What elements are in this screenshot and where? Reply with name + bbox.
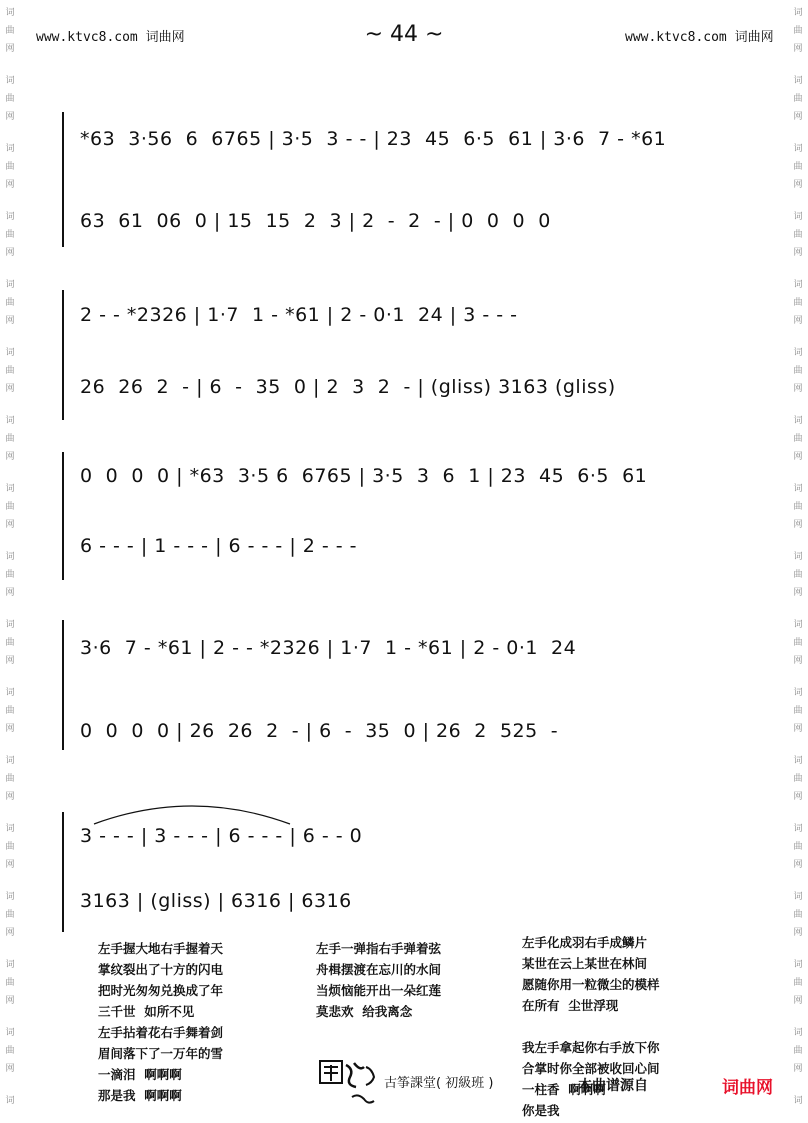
side-watermark-char: 网 bbox=[793, 452, 803, 462]
lyric-line: 合掌时你全部被收回心间 bbox=[522, 1061, 660, 1076]
side-watermark-char: 网 bbox=[5, 180, 15, 190]
lyric-line: 在所有 尘世浮现 bbox=[522, 998, 619, 1013]
side-watermark-char: 曲 bbox=[5, 162, 15, 172]
page-number: ~ 44 ~ bbox=[364, 22, 444, 47]
system-2-lower-staff: 26 26 2 - | 6 - 35 0 | 2 3 2 - | (gliss) 3163 (gliss) bbox=[80, 376, 616, 398]
lyric-line: 一滴泪 啊啊啊 bbox=[98, 1067, 182, 1082]
side-watermark-char: 网 bbox=[5, 860, 15, 870]
side-watermark-char: 曲 bbox=[5, 774, 15, 784]
side-watermark-char: 网 bbox=[5, 588, 15, 598]
side-watermark-char: 网 bbox=[793, 996, 803, 1006]
side-watermark-char: 网 bbox=[5, 316, 15, 326]
side-watermark-char: 词 bbox=[5, 348, 15, 358]
side-watermark-char: 网 bbox=[793, 44, 803, 54]
side-watermark-char: 词 bbox=[5, 212, 15, 222]
side-watermark-char: 网 bbox=[793, 928, 803, 938]
lyric-line: 你是我 bbox=[522, 1103, 560, 1118]
side-watermark-char: 曲 bbox=[5, 1046, 15, 1056]
system-4-lower-staff: 0 0 0 0 | 26 26 2 - | 6 - 35 0 | 26 2 525 - bbox=[80, 720, 559, 742]
system-2-upper-staff: 2 - - *2326 | 1·7 1 - *61 | 2 - 0·1 24 | 3 - - - bbox=[80, 304, 518, 326]
side-watermark-char: 网 bbox=[5, 656, 15, 666]
side-watermark-char: 词 bbox=[793, 824, 803, 834]
header-site-right: www.ktvc8.com 词曲网 bbox=[625, 30, 774, 45]
system-5-upper-staff: 3 - - - | 3 - - - | 6 - - - | 6 - - 0 bbox=[80, 825, 363, 847]
lyric-line: 掌纹裂出了十方的闪电 bbox=[98, 962, 224, 977]
right-side-watermark bbox=[790, 0, 806, 1123]
system-1-bracket bbox=[62, 112, 82, 247]
side-watermark-char: 词 bbox=[793, 688, 803, 698]
side-watermark-char: 曲 bbox=[5, 502, 15, 512]
side-watermark-char: 曲 bbox=[5, 26, 15, 36]
side-watermark-char: 曲 bbox=[793, 706, 803, 716]
lyric-line: 左手拈着花右手舞着剑 bbox=[98, 1025, 224, 1040]
side-watermark-char: 词 bbox=[5, 144, 15, 154]
source-label: 本曲谱源自 bbox=[578, 1078, 648, 1094]
system-4-bracket bbox=[62, 620, 82, 750]
side-watermark-char: 网 bbox=[793, 1064, 803, 1074]
side-watermark-char: 词 bbox=[5, 416, 15, 426]
side-watermark-char: 曲 bbox=[793, 638, 803, 648]
side-watermark-char: 词 bbox=[793, 620, 803, 630]
system-1-lower-staff: 63 61 06 0 | 15 15 2 3 | 2 - 2 - | 0 0 0 0 bbox=[80, 210, 551, 232]
side-watermark-char: 网 bbox=[5, 792, 15, 802]
side-watermark-char: 曲 bbox=[5, 230, 15, 240]
side-watermark-char: 词 bbox=[793, 144, 803, 154]
side-watermark-char: 曲 bbox=[793, 842, 803, 852]
side-watermark-char: 曲 bbox=[5, 978, 15, 988]
side-watermark-char: 曲 bbox=[5, 366, 15, 376]
side-watermark-char: 词 bbox=[5, 960, 15, 970]
side-watermark-char: 词 bbox=[5, 756, 15, 766]
side-watermark-char: 网 bbox=[793, 656, 803, 666]
lyrics-column-2 bbox=[316, 938, 441, 1022]
side-watermark-char: 词 bbox=[5, 484, 15, 494]
side-watermark-char: 曲 bbox=[793, 910, 803, 920]
lyric-line: 三千世 如所不见 bbox=[98, 1004, 195, 1019]
side-watermark-char: 网 bbox=[793, 384, 803, 394]
side-watermark-char: 词 bbox=[5, 620, 15, 630]
class-label: 古筝課堂( 初級班 ) bbox=[384, 1076, 494, 1091]
side-watermark-char: 曲 bbox=[793, 26, 803, 36]
side-watermark-char: 网 bbox=[5, 996, 15, 1006]
side-watermark-char: 词 bbox=[5, 76, 15, 86]
side-watermark-char: 曲 bbox=[793, 502, 803, 512]
side-watermark-char: 网 bbox=[793, 316, 803, 326]
side-watermark-char: 词 bbox=[5, 1096, 15, 1106]
side-watermark-char: 词 bbox=[5, 1028, 15, 1038]
side-watermark-char: 网 bbox=[5, 724, 15, 734]
left-side-watermark bbox=[2, 0, 18, 1123]
lyric-line: 把时光匆匆兑换成了年 bbox=[98, 983, 224, 998]
side-watermark-char: 曲 bbox=[793, 298, 803, 308]
side-watermark-char: 词 bbox=[793, 212, 803, 222]
lyric-line: 一柱香 啊啊啊 bbox=[522, 1082, 606, 1097]
side-watermark-char: 曲 bbox=[5, 706, 15, 716]
side-watermark-char: 曲 bbox=[793, 570, 803, 580]
side-watermark-char: 曲 bbox=[5, 910, 15, 920]
side-watermark-char: 网 bbox=[5, 1064, 15, 1074]
side-watermark-char: 曲 bbox=[5, 570, 15, 580]
lyric-line: 当烦恼能开出一朵红莲 bbox=[316, 983, 442, 998]
side-watermark-char: 网 bbox=[793, 248, 803, 258]
side-watermark-char: 网 bbox=[793, 792, 803, 802]
calligraphy-seal-icon bbox=[318, 1057, 382, 1113]
side-watermark-char: 曲 bbox=[793, 774, 803, 784]
side-watermark-char: 词 bbox=[5, 552, 15, 562]
system-1-upper-staff: *63 3·56 6 6765 | 3·5 3 - - | 23 45 6·5 61 | 3·6 7 - *61 bbox=[80, 128, 667, 150]
side-watermark-char: 词 bbox=[793, 892, 803, 902]
lyric-line: 左手握大地右手握着天 bbox=[98, 941, 224, 956]
side-watermark-char: 曲 bbox=[5, 94, 15, 104]
system-3-lower-staff: 6 - - - | 1 - - - | 6 - - - | 2 - - - bbox=[80, 535, 358, 557]
side-watermark-char: 曲 bbox=[793, 978, 803, 988]
side-watermark-char: 曲 bbox=[5, 434, 15, 444]
side-watermark-char: 网 bbox=[5, 452, 15, 462]
side-watermark-char: 曲 bbox=[793, 94, 803, 104]
lyric-line: 愿随你用一粒微尘的模样 bbox=[522, 977, 660, 992]
side-watermark-char: 网 bbox=[5, 248, 15, 258]
system-3-bracket bbox=[62, 452, 82, 580]
side-watermark-char: 网 bbox=[793, 520, 803, 530]
side-watermark-char: 词 bbox=[793, 76, 803, 86]
side-watermark-char: 词 bbox=[793, 1028, 803, 1038]
side-watermark-char: 曲 bbox=[5, 638, 15, 648]
side-watermark-char: 网 bbox=[793, 724, 803, 734]
side-watermark-char: 词 bbox=[5, 688, 15, 698]
side-watermark-char: 词 bbox=[793, 8, 803, 18]
side-watermark-char: 词 bbox=[793, 1096, 803, 1106]
side-watermark-char: 词 bbox=[793, 756, 803, 766]
lyric-line bbox=[522, 1016, 660, 1037]
side-watermark-char: 网 bbox=[793, 860, 803, 870]
side-watermark-char: 网 bbox=[5, 520, 15, 530]
side-watermark-char: 曲 bbox=[793, 230, 803, 240]
lyric-line: 莫悲欢 给我离念 bbox=[316, 1004, 413, 1019]
lyric-line: 左手化成羽右手成鳞片 bbox=[522, 935, 648, 950]
lyric-line: 舟楫摆渡在忘川的水间 bbox=[316, 962, 442, 977]
side-watermark-char: 曲 bbox=[793, 366, 803, 376]
side-watermark-char: 词 bbox=[5, 8, 15, 18]
side-watermark-char: 曲 bbox=[793, 434, 803, 444]
brand-watermark: 词曲网 bbox=[722, 1078, 773, 1098]
system-5-lower-staff: 3163 | (gliss) | 6316 | 6316 bbox=[80, 890, 352, 912]
side-watermark-char: 曲 bbox=[5, 842, 15, 852]
lyric-line: 我左手拿起你右手放下你 bbox=[522, 1040, 660, 1055]
side-watermark-char: 曲 bbox=[5, 298, 15, 308]
lyric-line: 某世在云上某世在林间 bbox=[522, 956, 648, 971]
side-watermark-char: 词 bbox=[793, 552, 803, 562]
side-watermark-char: 网 bbox=[793, 588, 803, 598]
side-watermark-char: 词 bbox=[5, 280, 15, 290]
side-watermark-char: 网 bbox=[5, 384, 15, 394]
lyric-line: 那是我 啊啊啊 bbox=[98, 1088, 182, 1103]
system-2-bracket bbox=[62, 290, 82, 420]
tie-arc bbox=[92, 796, 292, 826]
header-site-left: www.ktvc8.com 词曲网 bbox=[36, 30, 185, 45]
side-watermark-char: 词 bbox=[793, 348, 803, 358]
lyric-line: 眉间落下了一万年的雪 bbox=[98, 1046, 224, 1061]
side-watermark-char: 词 bbox=[793, 280, 803, 290]
side-watermark-char: 曲 bbox=[793, 162, 803, 172]
side-watermark-char: 网 bbox=[793, 112, 803, 122]
system-3-upper-staff: 0 0 0 0 | *63 3·5 6 6765 | 3·5 3 6 1 | 23 45 6·5 61 bbox=[80, 465, 648, 487]
system-4-upper-staff: 3·6 7 - *61 | 2 - - *2326 | 1·7 1 - *61 | 2 - 0·1 24 bbox=[80, 637, 577, 659]
side-watermark-char: 词 bbox=[793, 960, 803, 970]
side-watermark-char: 网 bbox=[5, 112, 15, 122]
system-5-bracket bbox=[62, 812, 82, 932]
side-watermark-char: 网 bbox=[5, 928, 15, 938]
side-watermark-char: 网 bbox=[5, 44, 15, 54]
lyrics-column-1 bbox=[98, 938, 223, 1106]
lyric-line: 左手一弹指右手弹着弦 bbox=[316, 941, 442, 956]
side-watermark-char: 曲 bbox=[793, 1046, 803, 1056]
side-watermark-char: 网 bbox=[793, 180, 803, 190]
side-watermark-char: 词 bbox=[793, 484, 803, 494]
side-watermark-char: 词 bbox=[5, 824, 15, 834]
side-watermark-char: 词 bbox=[793, 416, 803, 426]
side-watermark-char: 词 bbox=[5, 892, 15, 902]
